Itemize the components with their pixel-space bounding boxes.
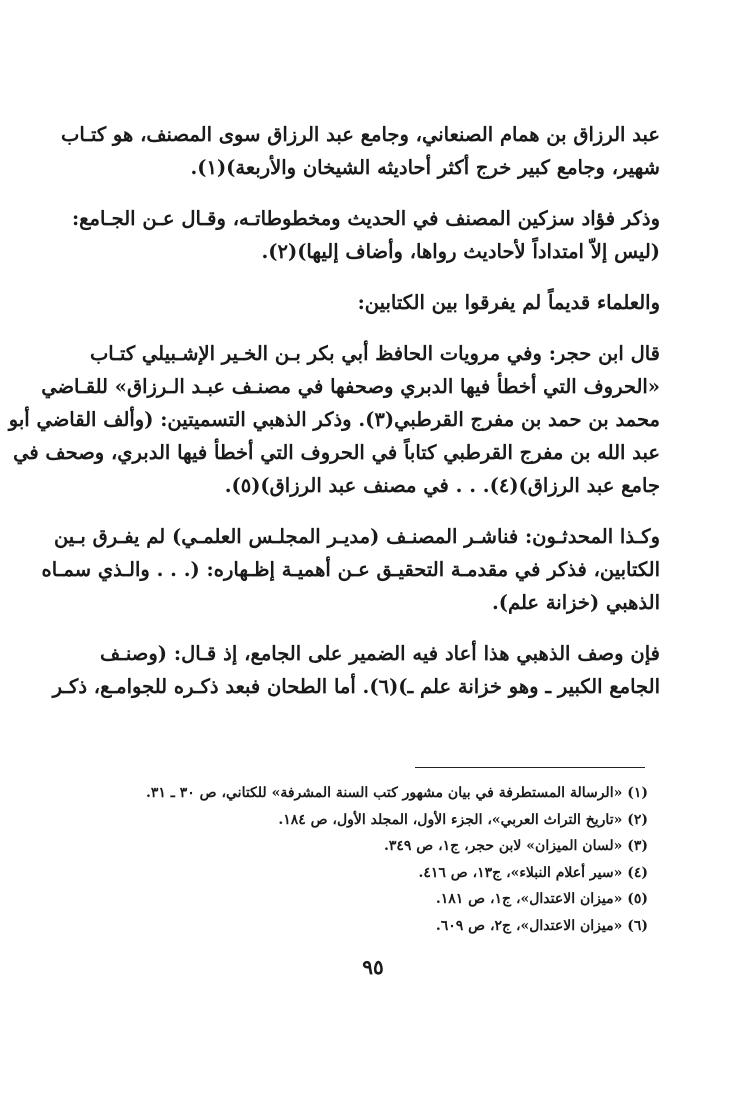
footnote-3: (٣) «لسان الميزان» لابن حجر، ج١، ص ٣٤٩.: [383, 838, 648, 854]
text-line: محمد بن حمد بن مفرج القرطبي(٣). وذكر الذهبي التسميتين: (وألف القاضي أبو: [8, 408, 660, 431]
paragraph-4: [8, 337, 660, 502]
text-line: عبد الرزاق بن همام الصنعاني، وجامع عبد الرزاق سوى المصنف، هو كتـاب: [60, 123, 660, 146]
text-line: «الحروف التي أخطأ فيها الدبري وصحفها في مصنـف عبـد الـرزاق» للقـاضي: [41, 375, 660, 398]
main-text: [8, 118, 660, 721]
paragraph-6: [52, 637, 660, 703]
text-line: والعلماء قديماً لم يفرقوا بين الكتابين:: [357, 291, 660, 314]
paragraph-2: [71, 202, 660, 268]
paragraph-5: [41, 520, 660, 619]
paragraph-3: [100, 286, 660, 319]
text-line: وكـذا المحدثـون: فناشـر المصنـف (مديـر المجلـس العلمـي) لم يفـرق بـين: [53, 525, 660, 548]
text-line: فإن وصف الذهبي هذا أعاد فيه الضمير على الجامع، إذ قـال: (وصنـف: [100, 642, 660, 665]
text-line: الذهبي (خزانة علم).: [491, 591, 660, 614]
text-line: شهير، وجامع كبير خرج أكثر أحاديثه الشيخان والأربعة)(١).: [190, 156, 660, 179]
footnote-4: (٤) «سير أعلام النبلاء»، ج١٣، ص ٤١٦.: [418, 864, 648, 881]
text-line: قال ابن حجر: وفي مرويات الحافظ أبي بكر بـن الخـير الإشـبيلي كتـاب: [89, 342, 660, 365]
text-line: جامع عبد الرزاق)(٤). . . في مصنف عبد الرزاق)(٥).: [224, 474, 660, 497]
text-line: الجامع الكبير ـ وهو خزانة علم ـ)(٦). أما الطحان فبعد ذكـره للجوامـع، ذكـر: [52, 675, 660, 698]
text-line: عبد الله بن مفرج القرطبي كتاباً في الحروف التي أخطأ فيها الدبري، وصحف في: [13, 441, 660, 464]
footnotes: [100, 780, 648, 939]
footnote-2: (٢) «تاريخ التراث العربي»، الجزء الأول، المجلد الأول، ص ١٨٤.: [278, 811, 648, 828]
text-line: الكتابين، فذكر في مقدمـة التحقيـق عـن أهميـة إظـهاره: (. . . والـذي سمـاه: [41, 558, 660, 581]
footnote-5: (٥) «ميزان الاعتدال»، ج١، ص ١٨١.: [435, 891, 648, 907]
page-number: ٩٥: [362, 955, 384, 979]
footnote-6: (٦) «ميزان الاعتدال»، ج٢، ص ٦٠٩.: [435, 917, 648, 934]
text-line: وذكر فؤاد سزكين المصنف في الحديث ومخطوطاتـه، وقـال عـن الجـامع:: [71, 207, 660, 230]
text-line: (ليس إلاّ امتداداً لأحاديث رواها، وأضاف إليها)(٢).: [261, 240, 660, 263]
paragraph-1: [60, 118, 660, 184]
footnote-separator: [415, 767, 645, 768]
footnote-1: (١) «الرسالة المستطرفة في بيان مشهور كتب السنة المشرفة» للكتاني، ص ٣٠ ـ ٣١.: [145, 785, 648, 801]
